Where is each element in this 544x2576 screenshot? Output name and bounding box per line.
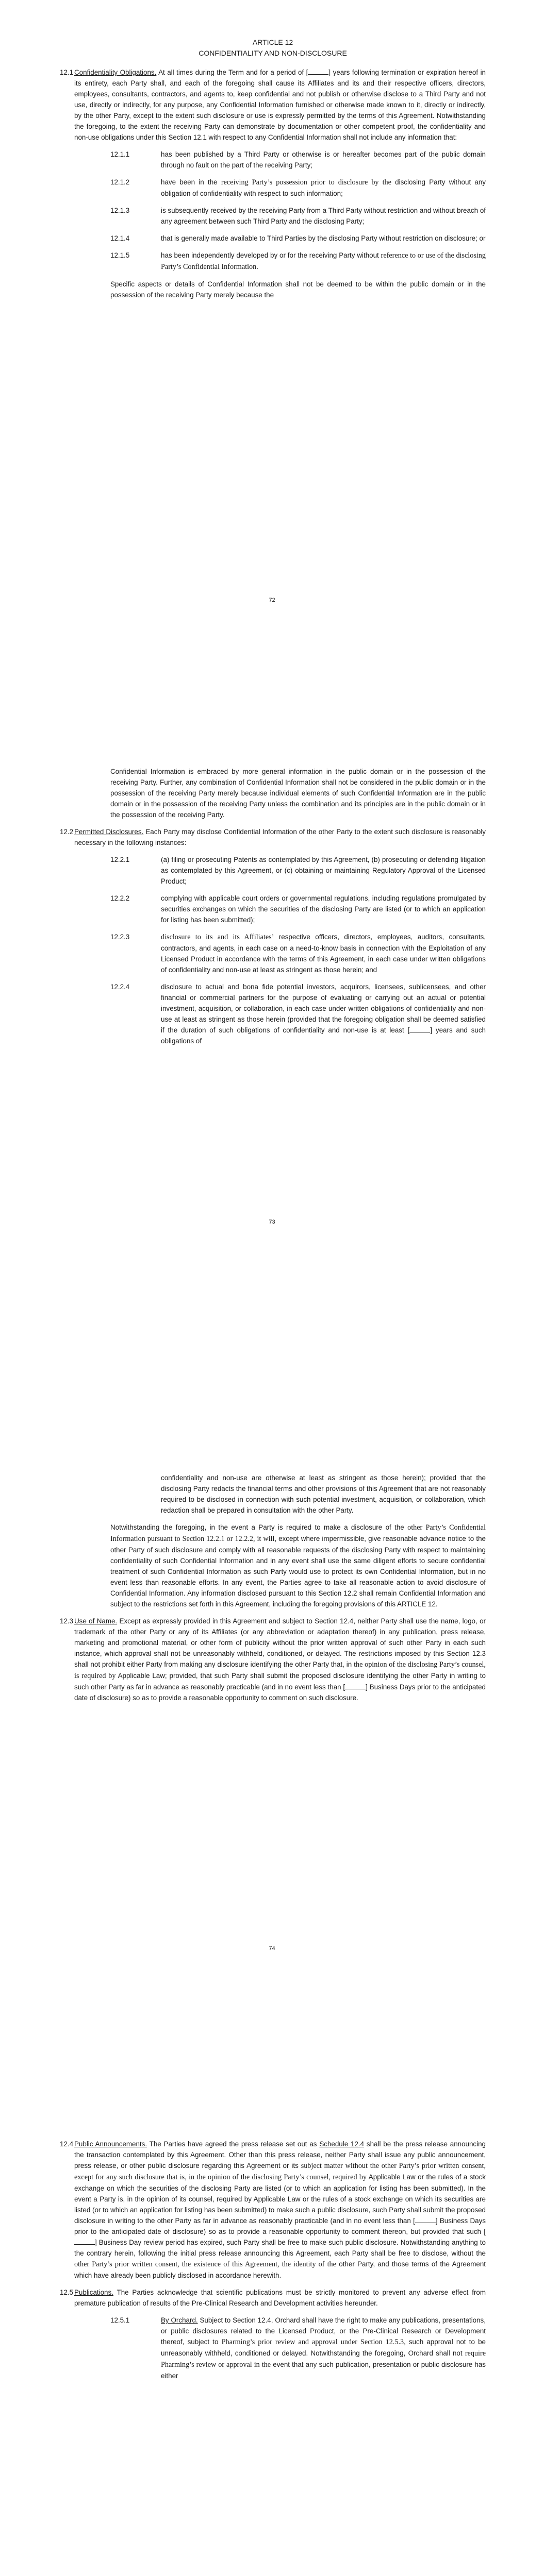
item-12-2-2 xyxy=(110,893,486,925)
section-number: 12.5 xyxy=(60,2289,74,2296)
item-text-serif: reference to or use of the disclosing Party’s Confidential Information. xyxy=(161,251,486,271)
article-title: ARTICLE 12 xyxy=(252,38,293,46)
item-text-part: has been independently developed by or for the receiving Party without xyxy=(161,251,381,259)
page-number: 73 xyxy=(269,1219,275,1225)
item-number: 12.1.3 xyxy=(110,207,130,214)
section-text: Applicable Law or the rules of a stock exchange on which the securities of the disclosing Party are listed (or to which an application for listing has been submitted). In the event a Party is, in the opinion of its counsel, required by Applicable Law or the rules of a stock exchange on which its securities are listed (or to which an application for listing has been submitted) to make such a public disclosure, such Party shall submit the proposed disclosure in writing to the other Party as far in advance as reasonably practicable (and in no event less than [ xyxy=(74,2173,486,2225)
section-text: Applicable Law; provided, that such Party shall submit the proposed disclosure identifying the other Party in writing to such other Party as far in advance as reasonably practicable (and in no event less than [ xyxy=(74,1672,486,1691)
item-text: has been published by a Third Party or otherwise is or hereafter becomes part of the public domain through no fault on the part of the receiving Party; xyxy=(161,150,486,169)
section-12-3-text xyxy=(74,1616,486,1703)
page-73 xyxy=(0,703,544,1406)
item-12-1-3 xyxy=(110,205,486,227)
item-text-serif: disclosure to its and its Affiliates’ xyxy=(161,933,274,941)
page-74-content xyxy=(60,1472,486,1703)
section-12-2-text xyxy=(74,826,486,848)
item-text-part: such approval not to be unreasonably withheld, conditioned or delayed. Notwithstanding the foregoing, Orchard shall not xyxy=(161,2338,486,2357)
section-text: ] Business Days prior to the anticipated date of disclosure) so as to provide a reasonable opportunity to comment on such disclosure. xyxy=(74,1683,486,1702)
paragraph-text: Notwithstanding the foregoing, in the event a Party is required to make a disclosure of the xyxy=(110,1523,408,1531)
item-text xyxy=(161,931,486,975)
page-74 xyxy=(0,1406,544,2110)
item-12-1-4 xyxy=(110,233,486,244)
section-text: The Parties have agreed the press release set out as xyxy=(147,2140,320,2148)
section-12-3 xyxy=(60,1616,486,1703)
item-text: that is generally made available to Third Parties by the disclosing Party without restriction on disclosure; or xyxy=(161,234,486,242)
section-number: 12.4 xyxy=(60,2140,74,2148)
redaction-blank xyxy=(74,2244,95,2245)
item-number: 12.1.2 xyxy=(110,178,130,186)
opening-paragraph: Confidential Information is embraced by more general information in the public domain or in the possession of the receiving Party. Further, any combination of Confidential Information shall not be considered in the public domain or in the possession of the receiving Party merely because individual elements of such Confidential Information are in the public domain or in the possession of the receiving Party unless the combination and its principles are in the public domain or in the possession of the receiving Party. xyxy=(110,768,486,819)
item-text-part: disclosing Party without any obligation of confidentiality with respect to such information; xyxy=(161,178,486,197)
item-text-part: have been in the xyxy=(161,178,221,186)
item-12-2-1 xyxy=(110,854,486,887)
section-12-2 xyxy=(60,826,486,848)
item-text-serif: Pharming’s prior review and approval under Section 12.5.3, xyxy=(221,2338,406,2346)
section-number: 12.3 xyxy=(60,1617,74,1625)
item-number: 12.1.5 xyxy=(110,251,130,259)
section-text: ] years following termination or expiration hereof in its entirety, each Party shall, and each of the foregoing shall cause its Affiliates and its and their respective officers, directors, employees, consultants, contractors, and agents to, keep confidential and not publish or otherwise disclose to a Third Party and not use, directly or indirectly, for any purpose, any Confidential Information furnished or otherwise made known to it, directly or indirectly, by the other Party, except to the extent such disclosure or use is expressly permitted by the terms of this Agreement. Notwithstanding the foregoing, to the extent the receiving Party can demonstrate by documentation or other competent proof, the confidentiality and non-use obligations under this Section 12.1 with respect to any Confidential Information shall not include any information that: xyxy=(74,69,486,141)
item-number: 12.5.1 xyxy=(110,2316,130,2324)
item-text xyxy=(161,981,486,1046)
section-number: 12.1 xyxy=(60,69,74,76)
item-12-1-5 xyxy=(110,250,486,273)
item-text xyxy=(161,250,486,273)
section-heading: Confidentiality Obligations. xyxy=(74,69,157,76)
redaction-blank xyxy=(308,74,328,75)
section-text: other Party, and those terms of the Agreement which have already been publicly disclosed in accordance herewith. xyxy=(74,2260,486,2279)
paragraph-text: except where impermissible, give reasonable advance notice to the other Party of such disclosure and comply with all reasonable requests of the disclosing Party with respect to maintaining confidentiality of such Confidential Information and in any event shall use the same diligent efforts to secure confidential treatment of such Confidential Information as such Party would use to protect its own Confidential Information, but in no event less than reasonable efforts. In any event, the Parties agree to take all reasonable action to avoid disclosure of Confidential Information. Any information disclosed pursuant to this Section 12.2 shall remain Confidential Information and subject to the restrictions set forth in this Agreement, including the foregoing provisions of this ARTICLE 12. xyxy=(110,1535,486,1608)
item-number: 12.2.3 xyxy=(110,933,130,941)
section-text-serif: subject matter without the other Party’s prior written consent, except for any such disclosure that is, in the opinion of the disclosing Party’s counsel, required by xyxy=(74,2162,486,2181)
section-heading: Public Announcements. xyxy=(74,2140,147,2148)
page-72-content xyxy=(60,38,486,300)
item-text-part: disclosure to actual and bona fide potential investors, acquirors, licensees, sublicensees, and other financial or commercial partners for the purpose of evaluating or carrying out an actual or potential investment, acquisition, or collaboration, in each case under written obligations of confidentiality and non-use at least as stringent as those herein (provided that the foregoing obligation shall be deemed satisfied if the duration of such obligations of confidentiality and non-use is at least [ xyxy=(161,983,486,1034)
closing-paragraph: Specific aspects or details of Confidential Information shall not be deemed to be within the public domain or in the possession of the receiving Party merely because the xyxy=(110,280,486,299)
section-number: 12.2 xyxy=(60,828,74,836)
section-12-1-text xyxy=(74,67,486,143)
item-text xyxy=(161,177,486,199)
item-number: 12.1.1 xyxy=(110,150,130,158)
schedule-reference-link[interactable]: Schedule 12.4 xyxy=(319,2140,365,2148)
item-text-part: respective officers, directors, employees, auditors, consultants, contractors, and agents, in each case on a need-to-know basis in connection with the Exploitation of any Licensed Product in accordance with the terms of this Agreement, in each case under written obligations of confidentiality and non-use at least as stringent as those herein; and xyxy=(161,933,486,974)
section-text: Except as expressly provided in this Agreement and subject to Section 12.4, neither Party shall use the name, logo, or trademark of the other Party or any of its Affiliates (or any abbreviation or adaptation thereof) in any publication, press release, marketing and promotional material, or other form of publicity without the prior written approval of such other Party in each such instance, which approval shall not be unreasonably withheld, conditioned, or delayed. The restrictions imposed by this Section 12.3 shall not prohibit either Party from making any disclosure identifying the other Party that, in xyxy=(74,1617,486,1668)
page-73-content xyxy=(60,766,486,1046)
section-text: At all times during the Term and for a period of [ xyxy=(156,69,308,76)
item-12-1-2 xyxy=(110,177,486,199)
section-text: ] Business Day review period has expired, such Party shall be free to make such public disclosure. Notwithstanding anything to the contrary herein, following the initial press release announcing this Agreement, each Party shall be free to disclose, without the xyxy=(74,2239,486,2257)
section-text-serif: other Party’s prior written consent, the existence of this Agreement, the identity of the xyxy=(74,2260,336,2268)
item-number: 12.2.4 xyxy=(110,983,130,991)
section-text: shall be the press release announcing the transaction contemplated by this Agreement. Other than this press release, neither Party shall issue any public announcement, press release, or other public disclosure regarding this Agreement or its xyxy=(74,2140,486,2170)
item-12-5-1 xyxy=(110,2315,486,2381)
item-text-part: Subject to Section 12.4, Orchard shall have the right to make any publications, presentations, or public disclosures related to the Licensed Product, or the Pre-Clinical Research or Development thereof, subject to xyxy=(161,2316,486,2346)
item-text-serif: receiving Party’s possession prior to disclosure by the xyxy=(221,178,391,187)
notwithstanding-paragraph xyxy=(110,1522,486,1609)
page-72 xyxy=(0,0,544,703)
page-75 xyxy=(0,2110,544,2576)
section-text: ] Business Days prior to the anticipated date of disclosure) so as to provide a reasonable opportunity to comment thereon, but provided that such [ xyxy=(74,2217,486,2235)
section-12-5-text xyxy=(74,2287,486,2309)
item-number: 12.2.2 xyxy=(110,894,130,902)
page-number: 72 xyxy=(269,597,275,603)
section-heading: Permitted Disclosures. xyxy=(74,828,144,836)
item-12-2-4 xyxy=(110,981,486,1046)
section-text: Each Party may disclose Confidential Information of the other Party to the extent such disclosure is reasonably necessary in the following instances: xyxy=(74,828,486,846)
paragraph-text-serif: other Party’s Confidential Information pursuant to Section 12.2.1 or 12.2.2, it will, xyxy=(110,1523,486,1543)
item-number: 12.2.1 xyxy=(110,856,130,863)
section-heading: Publications. xyxy=(74,2289,113,2296)
item-text: is subsequently received by the receiving Party from a Third Party without restriction and without breach of any agreement between such Third Party and the disclosing Party; xyxy=(161,207,486,225)
section-text-serif: the opinion of the disclosing Party’s counsel, is required by xyxy=(74,1660,486,1680)
item-12-1-1 xyxy=(110,149,486,171)
item-text: (a) filing or prosecuting Patents as contemplated by this Agreement, (b) prosecuting or defending litigation as contemplated by this Agreement, or (c) obtaining or maintaining Regulatory Approval of the Licensed Product; xyxy=(161,856,486,885)
item-text-part: ] years and such obligations of xyxy=(161,1026,486,1045)
page-75-content xyxy=(60,2139,486,2381)
section-heading: Use of Name. xyxy=(74,1617,118,1625)
article-subtitle: CONFIDENTIALITY AND NON-DISCLOSURE xyxy=(199,49,347,57)
section-12-4-text xyxy=(74,2139,486,2281)
continuation-paragraph: confidentiality and non-use are otherwise at least as stringent as those herein); provided that the disclosing Party redacts the financial terms and other provisions of this Agreement that are not reasonably required to be disclosed in connection with such potential investment, acquisition, or collaboration, which redaction shall be prepared in consultation with the other Party. xyxy=(161,1474,486,1514)
item-number: 12.1.4 xyxy=(110,234,130,242)
item-text xyxy=(161,2315,486,2381)
section-12-1 xyxy=(60,67,486,143)
section-text: The Parties acknowledge that scientific publications must be strictly monitored to prevent any adverse effect from premature publication of results of the Pre-Clinical Research and Development activities hereunder. xyxy=(74,2289,486,2307)
item-text-serif: require Pharming’s review or approval in the xyxy=(161,2349,486,2369)
page-number: 74 xyxy=(269,1945,275,1952)
item-heading: By Orchard. xyxy=(161,2316,198,2324)
item-text-part: event that any such publication, presentation or public disclosure has either xyxy=(161,2361,486,2380)
item-12-2-3 xyxy=(110,931,486,975)
section-12-5 xyxy=(60,2287,486,2309)
item-text: complying with applicable court orders or governmental regulations, including regulations promulgated by securities exchanges on which the securities of the disclosing Party are listed (or to which an application for listing has been submitted); xyxy=(161,894,486,924)
section-12-4 xyxy=(60,2139,486,2281)
